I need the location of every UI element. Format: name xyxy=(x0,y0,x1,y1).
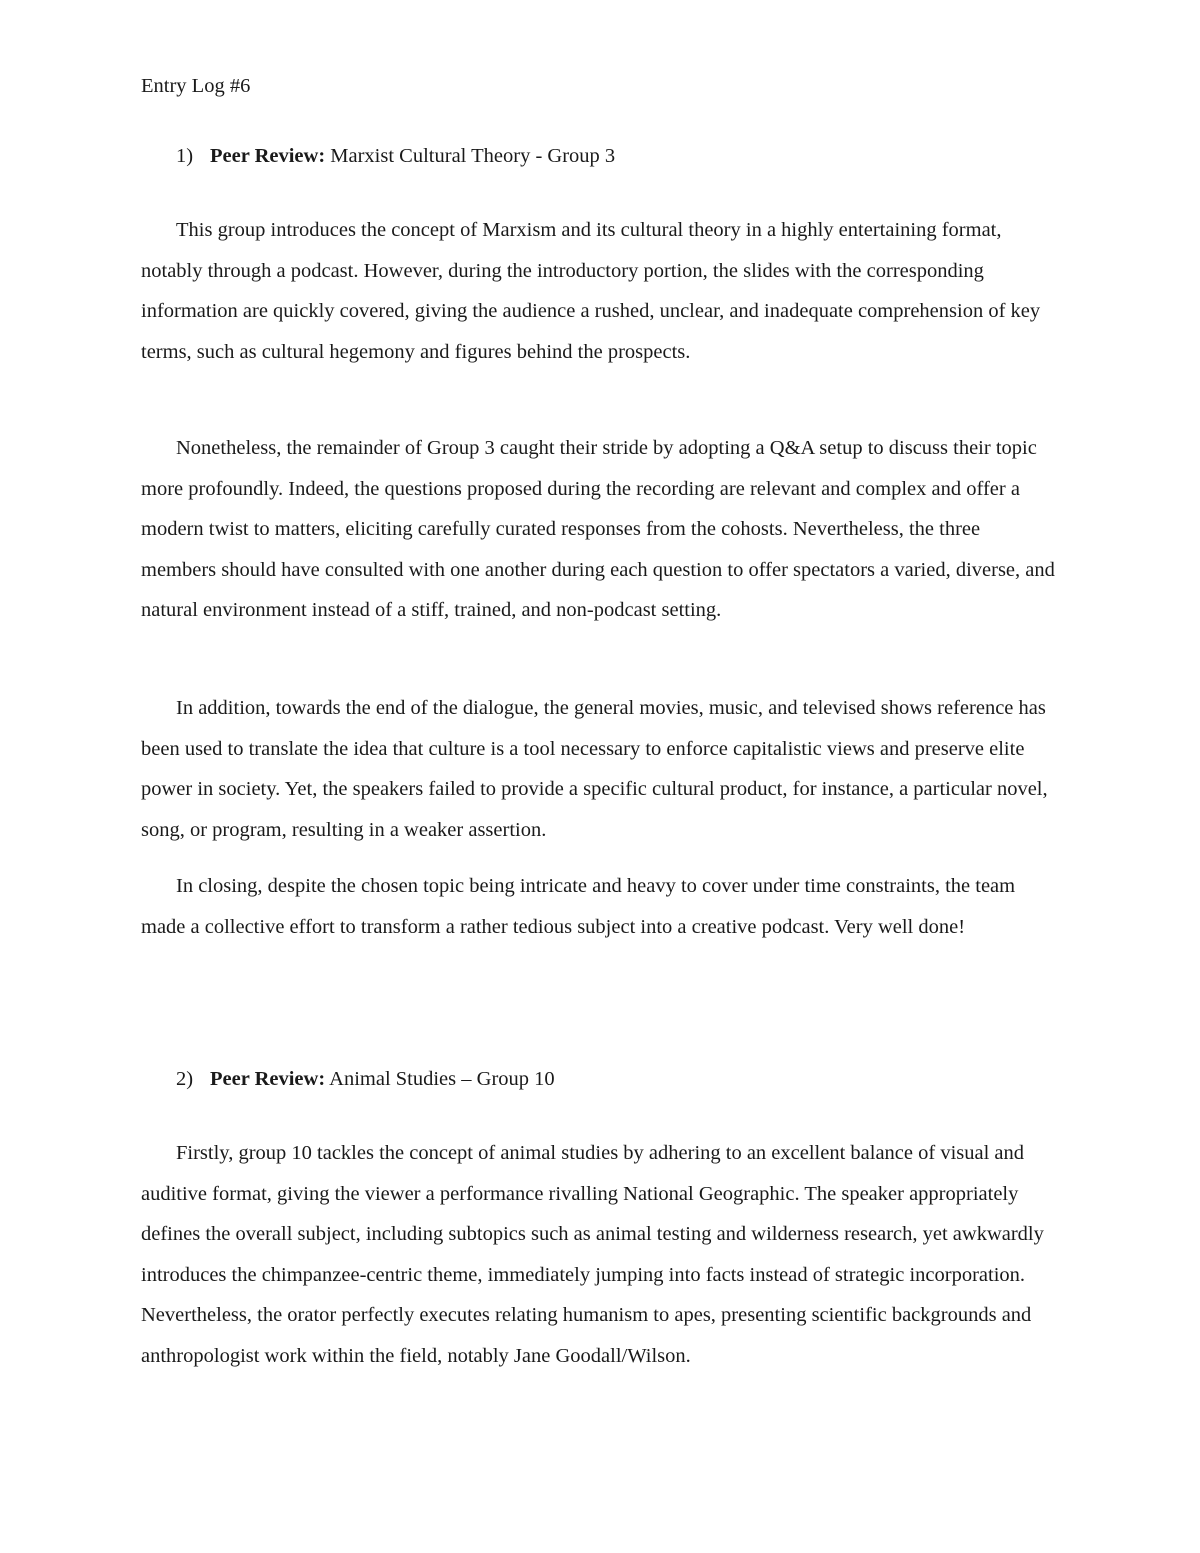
paragraph: In closing, despite the chosen topic being intricate and heavy to cover under time constraints, the team made a collective effort to transform a rather tedious subject into a creative podcast. Very well done! xyxy=(141,875,1016,938)
section-subject: Marxist Cultural Theory - Group 3 xyxy=(325,145,616,167)
document-title: Entry Log #6 xyxy=(141,75,251,97)
paragraph: This group introduces the concept of Marxism and its cultural theory in a highly entertaining format, notably through a podcast. However, during the introductory portion, the slides with the corresponding information are quickly covered, giving the audience a rushed, unclear, and inadequate comprehension of key terms, such as cultural hegemony and figures behind the prospects. xyxy=(141,219,1041,363)
section-number: 2) xyxy=(176,1068,194,1090)
section-label: Peer Review: xyxy=(210,1068,326,1090)
paragraph: Nonetheless, the remainder of Group 3 caught their stride by adopting a Q&A setup to discuss their topic more profoundly. Indeed, the questions proposed during the recording are relevant and complex and offer a modern twist to matters, eliciting carefully curated responses from the cohosts. Nevertheless, the three members should have consulted with one another during each question to offer spectators a varied, diverse, and natural environment instead of a stiff, trained, and non-podcast setting. xyxy=(141,437,1055,621)
paragraph: In addition, towards the end of the dialogue, the general movies, music, and televised shows reference has been used to translate the idea that culture is a tool necessary to enforce capitalistic views and preserve elite power in society. Yet, the speakers failed to provide a specific cultural product, for instance, a particular novel, song, or program, resulting in a weaker assertion. xyxy=(141,697,1048,841)
section-heading-1 xyxy=(176,141,615,171)
section-subject: Animal Studies – Group 10 xyxy=(325,1068,555,1090)
paragraph: Firstly, group 10 tackles the concept of animal studies by adhering to an excellent balance of visual and auditive format, giving the viewer a performance rivalling National Geographic. The speaker appropriately defines the overall subject, including subtopics such as animal testing and wilderness research, yet awkwardly introduces the chimpanzee-centric theme, immediately jumping into facts instead of strategic incorporation. Nevertheless, the orator perfectly executes relating humanism to apes, presenting scientific backgrounds and anthropologist work within the field, notably Jane Goodall/Wilson. xyxy=(141,1142,1044,1367)
section-label: Peer Review: xyxy=(210,145,326,167)
section-number: 1) xyxy=(176,145,194,167)
section-heading-2 xyxy=(176,1064,555,1094)
